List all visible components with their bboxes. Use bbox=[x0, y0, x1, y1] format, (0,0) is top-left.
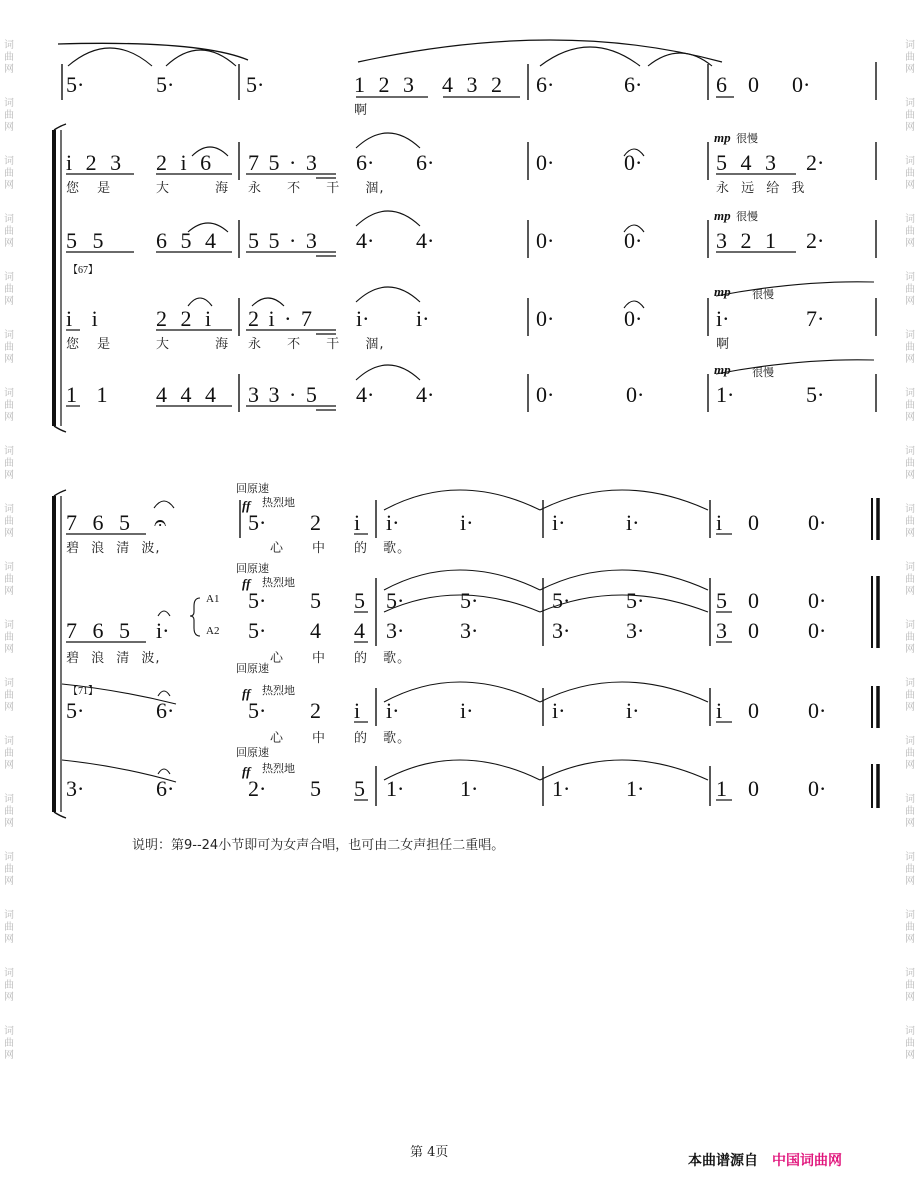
score-text: 0 bbox=[748, 588, 759, 613]
watermark-glyph: 网 bbox=[4, 702, 14, 713]
watermark-glyph: 网 bbox=[905, 876, 915, 887]
watermark-glyph: 词 bbox=[905, 214, 915, 225]
watermark-glyph: 网 bbox=[4, 876, 14, 887]
score-text: 6· bbox=[624, 72, 643, 97]
watermark-glyph: 网 bbox=[4, 586, 14, 597]
score-text: 3 3 · 5 bbox=[248, 382, 317, 407]
score-text: 大 海 bbox=[156, 337, 230, 352]
watermark-glyph: 词 bbox=[905, 852, 915, 863]
score-text: 回原速 bbox=[236, 662, 269, 675]
score-text: 2· bbox=[806, 150, 825, 175]
score-text: 3· bbox=[552, 618, 571, 643]
watermark-glyph: 网 bbox=[4, 354, 14, 365]
score-text: 中 bbox=[312, 731, 327, 746]
score-text: 2 i · 7 bbox=[248, 306, 312, 331]
watermark-glyph: 词 bbox=[4, 98, 14, 109]
watermark-glyph: 词 bbox=[4, 272, 14, 283]
watermark-glyph: 词 bbox=[905, 330, 915, 341]
score-text: 【67】 bbox=[68, 265, 98, 276]
score-text: 啊 bbox=[716, 337, 731, 352]
watermark-glyph: 曲 bbox=[4, 168, 14, 179]
system-2 bbox=[54, 490, 878, 818]
score-text: 1· bbox=[460, 776, 479, 801]
score-text: 0· bbox=[808, 776, 827, 801]
score-text: 5 bbox=[716, 588, 727, 613]
watermark-glyph: 词 bbox=[905, 562, 915, 573]
score-text: 1 2 3 bbox=[354, 72, 414, 97]
watermark-glyph: 曲 bbox=[905, 1038, 915, 1049]
score-text: 4· bbox=[356, 382, 375, 407]
score-text: 5· bbox=[248, 510, 267, 535]
score-text: 5· bbox=[66, 72, 85, 97]
watermark-glyph: 词 bbox=[4, 678, 14, 689]
score-text: i bbox=[716, 510, 723, 535]
watermark-glyph: 词 bbox=[905, 98, 915, 109]
watermark-glyph: 曲 bbox=[4, 52, 14, 63]
score-text: i· bbox=[460, 510, 474, 535]
watermark-glyph: 曲 bbox=[905, 342, 915, 353]
watermark-glyph: 网 bbox=[4, 296, 14, 307]
watermark-glyph: 曲 bbox=[905, 168, 915, 179]
score-text: 4 bbox=[310, 618, 321, 643]
source-label: 本曲谱源自 bbox=[688, 1153, 758, 1169]
watermark-glyph: 网 bbox=[4, 64, 14, 75]
score-text: 5· bbox=[248, 698, 267, 723]
score-text: 1 1 bbox=[66, 382, 108, 407]
score-text: 永 不 干 涸, bbox=[248, 337, 385, 352]
watermark-glyph: 网 bbox=[905, 760, 915, 771]
watermark-glyph: 曲 bbox=[905, 980, 915, 991]
score-text: 6· bbox=[536, 72, 555, 97]
score-text: 回原速 bbox=[236, 482, 269, 495]
watermark-glyph: 词 bbox=[4, 968, 14, 979]
score-text: 5 bbox=[354, 588, 365, 613]
score-text: 永 不 干 涸, bbox=[248, 181, 385, 196]
score-text: 5· bbox=[806, 382, 825, 407]
watermark-glyph: 网 bbox=[905, 64, 915, 75]
watermark-glyph: 词 bbox=[905, 1026, 915, 1037]
score-text: 的 歌。 bbox=[354, 651, 412, 666]
score-text: 6· bbox=[416, 150, 435, 175]
watermark-glyph: 网 bbox=[905, 354, 915, 365]
score-text: ff bbox=[242, 686, 251, 701]
score-text: i· bbox=[626, 698, 640, 723]
performance-note: 说明：第9--24小节即可为女声合唱，也可由二女声担任二重唱。 bbox=[132, 838, 505, 853]
score-text: 3 bbox=[716, 618, 727, 643]
score-text: 7 6 5 bbox=[66, 510, 130, 535]
score-text: i bbox=[354, 698, 361, 723]
watermark-glyph: 词 bbox=[4, 504, 14, 515]
watermark-glyph: 词 bbox=[905, 272, 915, 283]
score-text: 4 bbox=[354, 618, 365, 643]
score-text: 1· bbox=[626, 776, 645, 801]
score-text: 1· bbox=[716, 382, 735, 407]
score-text: 1· bbox=[552, 776, 571, 801]
score-text: 4 3 2 bbox=[442, 72, 502, 97]
watermark-glyph: 网 bbox=[4, 528, 14, 539]
score-text: 0 bbox=[748, 510, 759, 535]
score-text: 6 bbox=[716, 72, 727, 97]
score-text: 4· bbox=[356, 228, 375, 253]
score-text: ff bbox=[242, 576, 251, 591]
watermark-glyph: 曲 bbox=[4, 574, 14, 585]
score-text: i· bbox=[356, 306, 370, 331]
watermark-glyph: 曲 bbox=[4, 400, 14, 411]
score-text: 5· bbox=[552, 588, 571, 613]
score-text: 大 海 bbox=[156, 181, 230, 196]
watermark-glyph: 网 bbox=[905, 296, 915, 307]
watermark-glyph: 网 bbox=[4, 1050, 14, 1061]
system-2-notes bbox=[66, 481, 826, 801]
score-text: 5 5 bbox=[66, 228, 104, 253]
score-text: 3· bbox=[66, 776, 85, 801]
score-text: 碧 浪 清 波, bbox=[66, 651, 161, 666]
watermark-glyph: 词 bbox=[905, 794, 915, 805]
score-text: 6· bbox=[156, 776, 175, 801]
watermark-glyph: 词 bbox=[4, 794, 14, 805]
score-text: 回原速 bbox=[236, 562, 269, 575]
score-text: 0· bbox=[624, 306, 643, 331]
watermark-glyph: 词 bbox=[4, 40, 14, 51]
watermark-glyph: 曲 bbox=[905, 226, 915, 237]
watermark-glyph: 曲 bbox=[905, 864, 915, 875]
score-text: 5· bbox=[386, 588, 405, 613]
watermark-glyph: 网 bbox=[4, 180, 14, 191]
watermark-glyph: 网 bbox=[905, 818, 915, 829]
score-text: 您 是 bbox=[66, 337, 112, 352]
score-text: 0· bbox=[624, 228, 643, 253]
score-text: 2· bbox=[806, 228, 825, 253]
watermark-glyph: 曲 bbox=[4, 226, 14, 237]
watermark-glyph: 曲 bbox=[4, 458, 14, 469]
watermark-glyph: 曲 bbox=[4, 748, 14, 759]
watermark-glyph: 曲 bbox=[905, 922, 915, 933]
watermark-glyph: 曲 bbox=[4, 284, 14, 295]
score-text: 0· bbox=[536, 228, 555, 253]
watermark-glyph: 词 bbox=[905, 446, 915, 457]
watermark-glyph: 网 bbox=[905, 702, 915, 713]
watermark-glyph: 网 bbox=[4, 934, 14, 945]
score-text: 4· bbox=[416, 228, 435, 253]
source-brand-link[interactable]: 中国词曲网 bbox=[772, 1153, 842, 1169]
score-text: 5 bbox=[310, 588, 321, 613]
watermark-glyph: 词 bbox=[4, 910, 14, 921]
score-text: 0· bbox=[808, 510, 827, 535]
watermark-glyph: 曲 bbox=[905, 400, 915, 411]
watermark-glyph: 词 bbox=[905, 388, 915, 399]
watermark-glyph: 网 bbox=[4, 818, 14, 829]
score-text: i· bbox=[460, 698, 474, 723]
score-text: 0· bbox=[624, 150, 643, 175]
score-text: 碧 浪 清 波, bbox=[66, 541, 161, 556]
score-text: i· bbox=[156, 618, 170, 643]
watermark-glyph: 网 bbox=[905, 238, 915, 249]
watermark-glyph: 词 bbox=[905, 156, 915, 167]
watermark-glyph: 网 bbox=[905, 1050, 915, 1061]
watermark-glyph: 曲 bbox=[905, 284, 915, 295]
score-text: 1· bbox=[386, 776, 405, 801]
score-text: i i bbox=[66, 306, 98, 331]
watermark-glyph: 曲 bbox=[4, 922, 14, 933]
watermark-glyph: 曲 bbox=[905, 574, 915, 585]
watermark-glyph: 网 bbox=[4, 412, 14, 423]
score-text: 5· bbox=[156, 72, 175, 97]
watermark-glyph: 曲 bbox=[905, 748, 915, 759]
score-text: 心 bbox=[270, 651, 285, 666]
watermark-glyph: 曲 bbox=[905, 458, 915, 469]
watermark-glyph: 曲 bbox=[905, 516, 915, 527]
score-text: ff bbox=[242, 498, 251, 513]
score-text: 心 bbox=[270, 541, 285, 556]
watermark-glyph: 词 bbox=[4, 446, 14, 457]
watermark-glyph: 网 bbox=[4, 644, 14, 655]
watermark-glyph: 词 bbox=[4, 156, 14, 167]
score-text: i· bbox=[552, 510, 566, 535]
watermark-glyph: 词 bbox=[905, 40, 915, 51]
watermark-glyph: 词 bbox=[4, 214, 14, 225]
score-text: 0 bbox=[748, 72, 759, 97]
score-text: 3· bbox=[460, 618, 479, 643]
score-text: i bbox=[716, 698, 723, 723]
score-text: mp bbox=[714, 130, 731, 145]
score-text: 5 5 · 3 bbox=[248, 228, 317, 253]
watermark-glyph: 曲 bbox=[4, 632, 14, 643]
watermark-glyph: 网 bbox=[905, 412, 915, 423]
watermark-glyph: 词 bbox=[4, 1026, 14, 1037]
watermark-glyph: 曲 bbox=[905, 806, 915, 817]
score-text: 很慢 bbox=[752, 366, 774, 379]
score-text: 的 歌。 bbox=[354, 541, 412, 556]
score-text: 3· bbox=[626, 618, 645, 643]
watermark-glyph: 曲 bbox=[4, 342, 14, 353]
watermark-glyph: 曲 bbox=[905, 632, 915, 643]
source-credit bbox=[688, 1150, 842, 1170]
score-text: 4 4 4 bbox=[156, 382, 216, 407]
watermark-glyph: 网 bbox=[905, 470, 915, 481]
watermark-glyph: 词 bbox=[4, 388, 14, 399]
score-text: 7 6 5 bbox=[66, 618, 130, 643]
score-text: i bbox=[354, 510, 361, 535]
score-text: i· bbox=[386, 510, 400, 535]
score-text: 0· bbox=[808, 618, 827, 643]
score-text: 1 bbox=[716, 776, 727, 801]
score-text: 5 bbox=[354, 776, 365, 801]
score-text: 永 远 给 我 bbox=[716, 181, 806, 196]
watermark-glyph: 曲 bbox=[905, 690, 915, 701]
watermark-glyph: 网 bbox=[905, 992, 915, 1003]
watermark-glyph: 曲 bbox=[4, 516, 14, 527]
score-text: 5· bbox=[248, 588, 267, 613]
score-text: 啊 bbox=[354, 103, 369, 118]
watermark-glyph: 网 bbox=[905, 528, 915, 539]
watermark-glyph: 词 bbox=[4, 330, 14, 341]
watermark-glyph: 曲 bbox=[4, 1038, 14, 1049]
score-text: 中 bbox=[312, 651, 327, 666]
watermark-glyph: 网 bbox=[4, 238, 14, 249]
watermark-glyph: 词 bbox=[4, 852, 14, 863]
watermark-glyph: 曲 bbox=[905, 52, 915, 63]
score-text: 您 是 bbox=[66, 181, 112, 196]
watermark-glyph: 网 bbox=[4, 122, 14, 133]
score-text: 4· bbox=[416, 382, 435, 407]
score-text: 0 bbox=[748, 618, 759, 643]
watermark-glyph: 词 bbox=[905, 910, 915, 921]
score-text: 热烈地 bbox=[262, 684, 295, 697]
score-text: 6 5 4 bbox=[156, 228, 216, 253]
score-text: 7 5 · 3 bbox=[248, 150, 317, 175]
score-text: 5· bbox=[626, 588, 645, 613]
score-text: 【71】 bbox=[68, 686, 98, 697]
watermark-glyph: 曲 bbox=[4, 110, 14, 121]
score-text: 5 bbox=[310, 776, 321, 801]
page-number: 第 4页 bbox=[410, 1145, 449, 1160]
score-text: i· bbox=[552, 698, 566, 723]
score-text: 中 bbox=[312, 541, 327, 556]
score-text: i 2 3 bbox=[66, 150, 122, 175]
system-1-notes bbox=[66, 72, 824, 407]
score-text: 0· bbox=[536, 150, 555, 175]
score-text: i· bbox=[386, 698, 400, 723]
score-text: 很慢 bbox=[752, 288, 774, 301]
score-text: 热烈地 bbox=[262, 496, 295, 509]
score-text: A1 bbox=[206, 593, 220, 605]
score-text: 回原速 bbox=[236, 746, 269, 759]
score-text: 5· bbox=[246, 72, 265, 97]
score-text: ff bbox=[242, 764, 251, 779]
watermark-glyph: 曲 bbox=[4, 980, 14, 991]
score-text: 2 bbox=[310, 510, 321, 535]
watermark-glyph: 词 bbox=[4, 736, 14, 747]
score-text: 2 bbox=[310, 698, 321, 723]
score-text: 3 2 1 bbox=[716, 228, 776, 253]
watermark-glyph: 网 bbox=[4, 470, 14, 481]
score-text: A2 bbox=[206, 625, 220, 637]
watermark-glyph: 网 bbox=[4, 992, 14, 1003]
score-text: 2 i 6 bbox=[156, 150, 212, 175]
watermark-glyph: 网 bbox=[905, 180, 915, 191]
score-text: 热烈地 bbox=[262, 576, 295, 589]
score-text: i· bbox=[716, 306, 730, 331]
score-text: 心 bbox=[270, 731, 285, 746]
score-text: 0· bbox=[536, 306, 555, 331]
watermark-glyph: 曲 bbox=[4, 690, 14, 701]
watermark-glyph: 曲 bbox=[4, 864, 14, 875]
score-text: 的 歌。 bbox=[354, 731, 412, 746]
score-text: mp bbox=[714, 208, 731, 223]
watermark-glyph: 词 bbox=[905, 620, 915, 631]
score-text: 0· bbox=[536, 382, 555, 407]
score-text: 5· bbox=[460, 588, 479, 613]
watermark-glyph: 词 bbox=[905, 504, 915, 515]
score-text: 3· bbox=[386, 618, 405, 643]
score-text: mp bbox=[714, 362, 731, 377]
score-text: 2· bbox=[248, 776, 267, 801]
score-text: 0 bbox=[748, 776, 759, 801]
watermark-glyph: 曲 bbox=[4, 806, 14, 817]
score-text: 2 2 i bbox=[156, 306, 212, 331]
watermark-glyph: 词 bbox=[905, 968, 915, 979]
score-text: 6· bbox=[356, 150, 375, 175]
score-text: 0· bbox=[808, 588, 827, 613]
watermark-glyph: 网 bbox=[905, 934, 915, 945]
score-text: 0 bbox=[748, 698, 759, 723]
score-text: 热烈地 bbox=[262, 762, 295, 775]
watermark-glyph: 词 bbox=[4, 562, 14, 573]
score-text: 5 4 3 bbox=[716, 150, 776, 175]
score-text: 5· bbox=[248, 618, 267, 643]
score-text: i· bbox=[416, 306, 430, 331]
watermark-glyph: 词 bbox=[4, 620, 14, 631]
watermark-glyph: 网 bbox=[905, 122, 915, 133]
watermark-glyph: 网 bbox=[4, 760, 14, 771]
score-text: i· bbox=[626, 510, 640, 535]
watermark-glyph: 网 bbox=[905, 586, 915, 597]
watermark-glyph: 网 bbox=[905, 644, 915, 655]
score-text: 5· bbox=[66, 698, 85, 723]
score-text: 7· bbox=[806, 306, 825, 331]
watermark-glyph: 词 bbox=[905, 736, 915, 747]
score-text: mp bbox=[714, 284, 731, 299]
watermark-glyph: 曲 bbox=[905, 110, 915, 121]
score-text: 0· bbox=[792, 72, 811, 97]
score-text: 0· bbox=[808, 698, 827, 723]
score-text: 𝄐 bbox=[154, 510, 167, 535]
watermark-glyph: 词 bbox=[905, 678, 915, 689]
score-text: 很慢 bbox=[736, 210, 758, 223]
score-text: 很慢 bbox=[736, 132, 758, 145]
score-text: 0· bbox=[626, 382, 645, 407]
score-text: 6· bbox=[156, 698, 175, 723]
